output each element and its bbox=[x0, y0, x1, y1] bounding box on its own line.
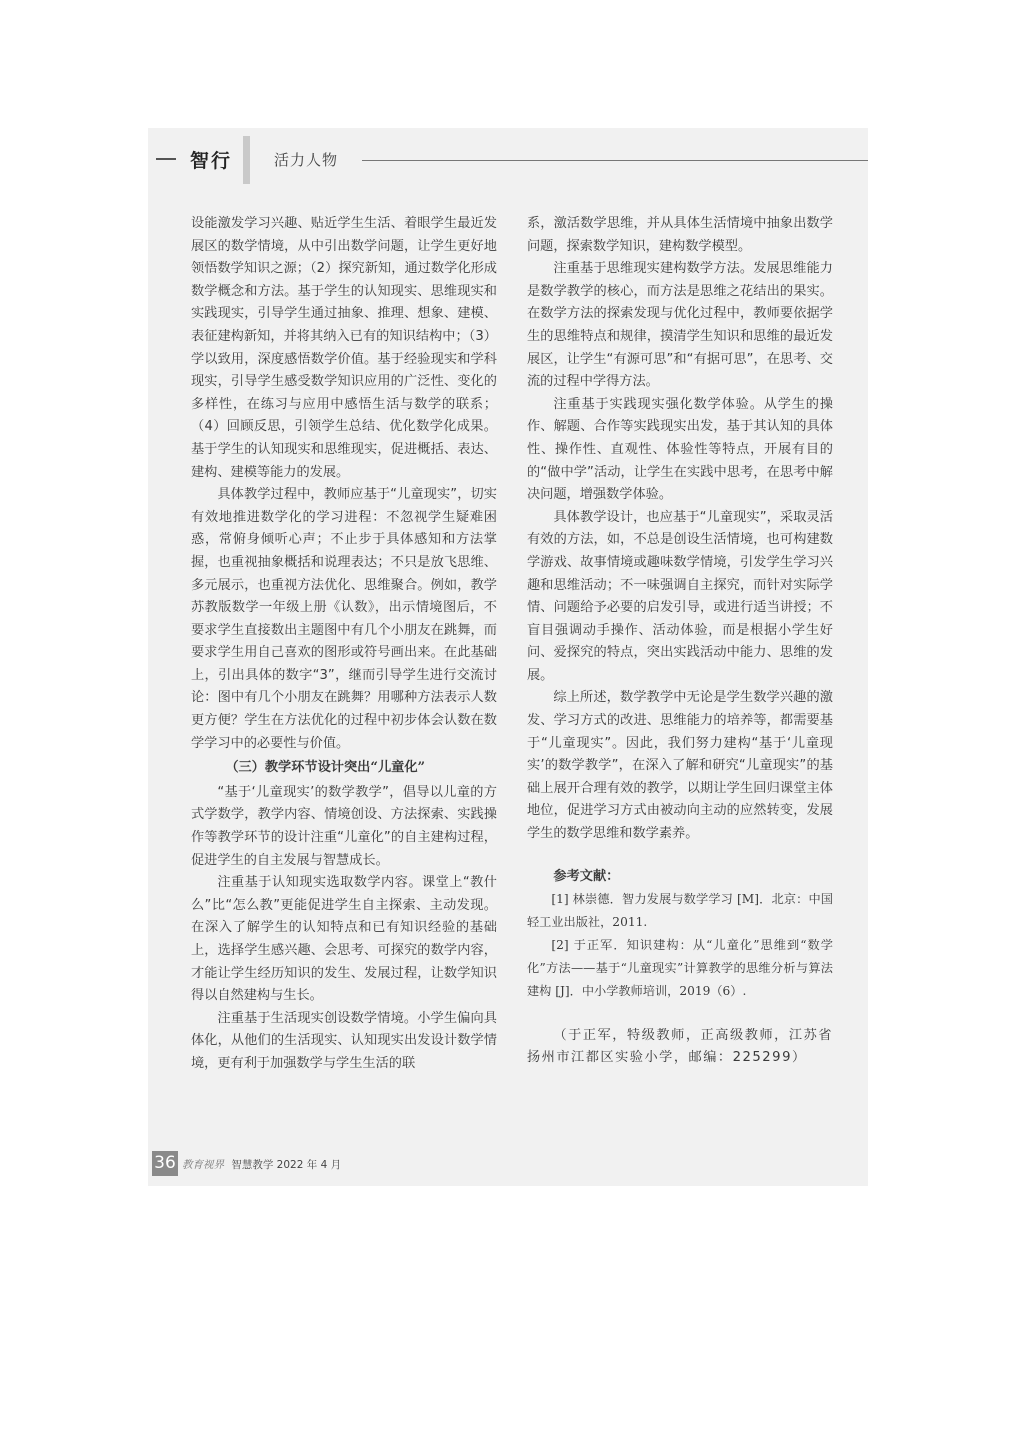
header-section-title: 智行 bbox=[190, 150, 233, 172]
paragraph: 注重基于认知现实选取数学内容。课堂上“教什么”比“怎么教”更能促进学生自主探索、主动发现。在深入了解学生的认知特点和已有知识经验的基础上，选择学生感兴趣、会思考、可探究的数学内容，才能让学生经历知识的发生、发展过程，让数学知识得以自然建构与生长。 bbox=[191, 875, 497, 1004]
section-subheading: （三）教学环节设计突出“儿童化” bbox=[225, 760, 426, 776]
header-dash bbox=[156, 158, 176, 160]
references-title: 参考文献： bbox=[553, 868, 620, 884]
reference-item: [2] 于正军．知识建构：从“儿童化”思维到“数学化”方法——基于“儿童现实”计算教学的思维分析与算法建构 [J]．中小学教师培训，2019（6）. bbox=[527, 938, 833, 999]
header-column-title: 活力人物 bbox=[274, 151, 339, 169]
header-rule bbox=[362, 160, 868, 161]
author-note: （于正军，特级教师，正高级教师，江苏省扬州市江都区实验小学，邮编：225299） bbox=[527, 1028, 833, 1066]
paragraph: 具体教学过程中，教师应基于“儿童现实”，切实有效地推进数学化的学习进程：不忽视学生疑难困惑，常俯身倾听心声；不止步于具体感知和方法掌握，也重视抽象概括和说理表达；不只是放飞思维、多元展示，也重视方法优化、思维聚合。例如，教学苏教版数学一年级上册《认数》，出示情境图后，不要求学生直接数出主题图中有几个小朋友在跳舞，而要求学生用自己喜欢的图形或符号画出来。在此基础上，引出具体的数字“3”，继而引导学生进行交流讨论：图中有几个小朋友在跳舞？用哪种方法表示人数更方便？学生在方法优化的过程中初步体会认数在数学学习中的必要性与价值。 bbox=[191, 487, 497, 751]
paragraph: 注重基于实践现实强化数学体验。从学生的操作、解题、合作等实践现实出发，基于其认知的具体性、操作性、直观性、体验性等特点，开展有目的的“做中学”活动，让学生在实践中思考，在思考中解决问题，增强数学体验。 bbox=[527, 396, 833, 503]
reference-item: [1] 林崇德．智力发展与数学学习 [M]．北京：中国轻工业出版社，2011. bbox=[527, 892, 833, 930]
paragraph: 注重基于生活现实创设数学情境。小学生偏向具体化，从他们的生活现实、认知现实出发设计数学情境，更有利于加强数学与学生生活的联 bbox=[191, 1010, 497, 1071]
paragraph: “基于‘儿童现实’的数学教学”，倡导以儿童的方式学数学，教学内容、情境创设、方法探索、实践操作等教学环节的设计注重“儿童化”的自主建构过程，促进学生的自主发展与智慧成长。 bbox=[191, 784, 497, 868]
issue-info: 智慧教学 2022 年 4 月 bbox=[231, 1159, 342, 1171]
right-column bbox=[527, 213, 833, 1069]
magazine-name: 教育视界 bbox=[182, 1159, 224, 1171]
paragraph: 综上所述，数学教学中无论是学生数学兴趣的激发、学习方式的改进、思维能力的培养等，都需要基于“儿童现实”。因此，我们努力建构“基于‘儿童现实’的数学教学”，在深入了解和研究“儿童现实”的基础上展开合理有效的教学，以期让学生回归课堂主体地位，促进学习方式由被动向主动的应然转变，发展学生的数学思维和数学素养。 bbox=[527, 690, 833, 842]
paragraph: 设能激发学习兴趣、贴近学生生活、着眼学生最近发展区的数学情境，从中引出数学问题，让学生更好地领悟数学知识之源；（2）探究新知，通过数学化形成数学概念和方法。基于学生的认知现实、思维现实和实践现实，引导学生通过抽象、推理、想象、建模、表征建构新知，并将其纳入已有的知识结构中；（3）学以致用，深度感悟数学价值。基于经验现实和学科现实，引导学生感受数学知识应用的广泛性、变化的多样性，在练习与应用中感悟生活与数学的联系；（4）回顾反思，引领学生总结、优化数学化成果。基于学生的认知现实和思维现实，促进概括、表达、建构、建模等能力的发展。 bbox=[191, 216, 497, 480]
footer-info bbox=[182, 1157, 341, 1172]
left-column bbox=[191, 213, 497, 1076]
paragraph: 系，激活数学思维，并从具体生活情境中抽象出数学问题，探索数学知识，建构数学模型。 bbox=[527, 216, 833, 254]
paragraph: 注重基于思维现实建构数学方法。发展思维能力是数学教学的核心，而方法是思维之花结出的果实。在数学方法的探索发现与优化过程中，教师要依据学生的思维特点和规律，摸清学生知识和思维的最近发展区，让学生“有源可思”和“有据可思”，在思考、交流的过程中学得方法。 bbox=[527, 261, 833, 390]
header-divider-bar bbox=[243, 136, 250, 184]
paragraph: 具体教学设计，也应基于“儿童现实”，采取灵活有效的方法，如，不总是创设生活情境，也可构建数学游戏、故事情境或趣味数学情境，引发学生学习兴趣和思维活动；不一味强调自主探究，而针对实际学情、问题给予必要的启发引导，或进行适当讲授；不盲目强调动手操作、活动体验，而是根据小学生好问、爱探究的特点，突出实践活动中能力、思维的发展。 bbox=[527, 509, 833, 683]
page-number: 36 bbox=[152, 1151, 178, 1176]
